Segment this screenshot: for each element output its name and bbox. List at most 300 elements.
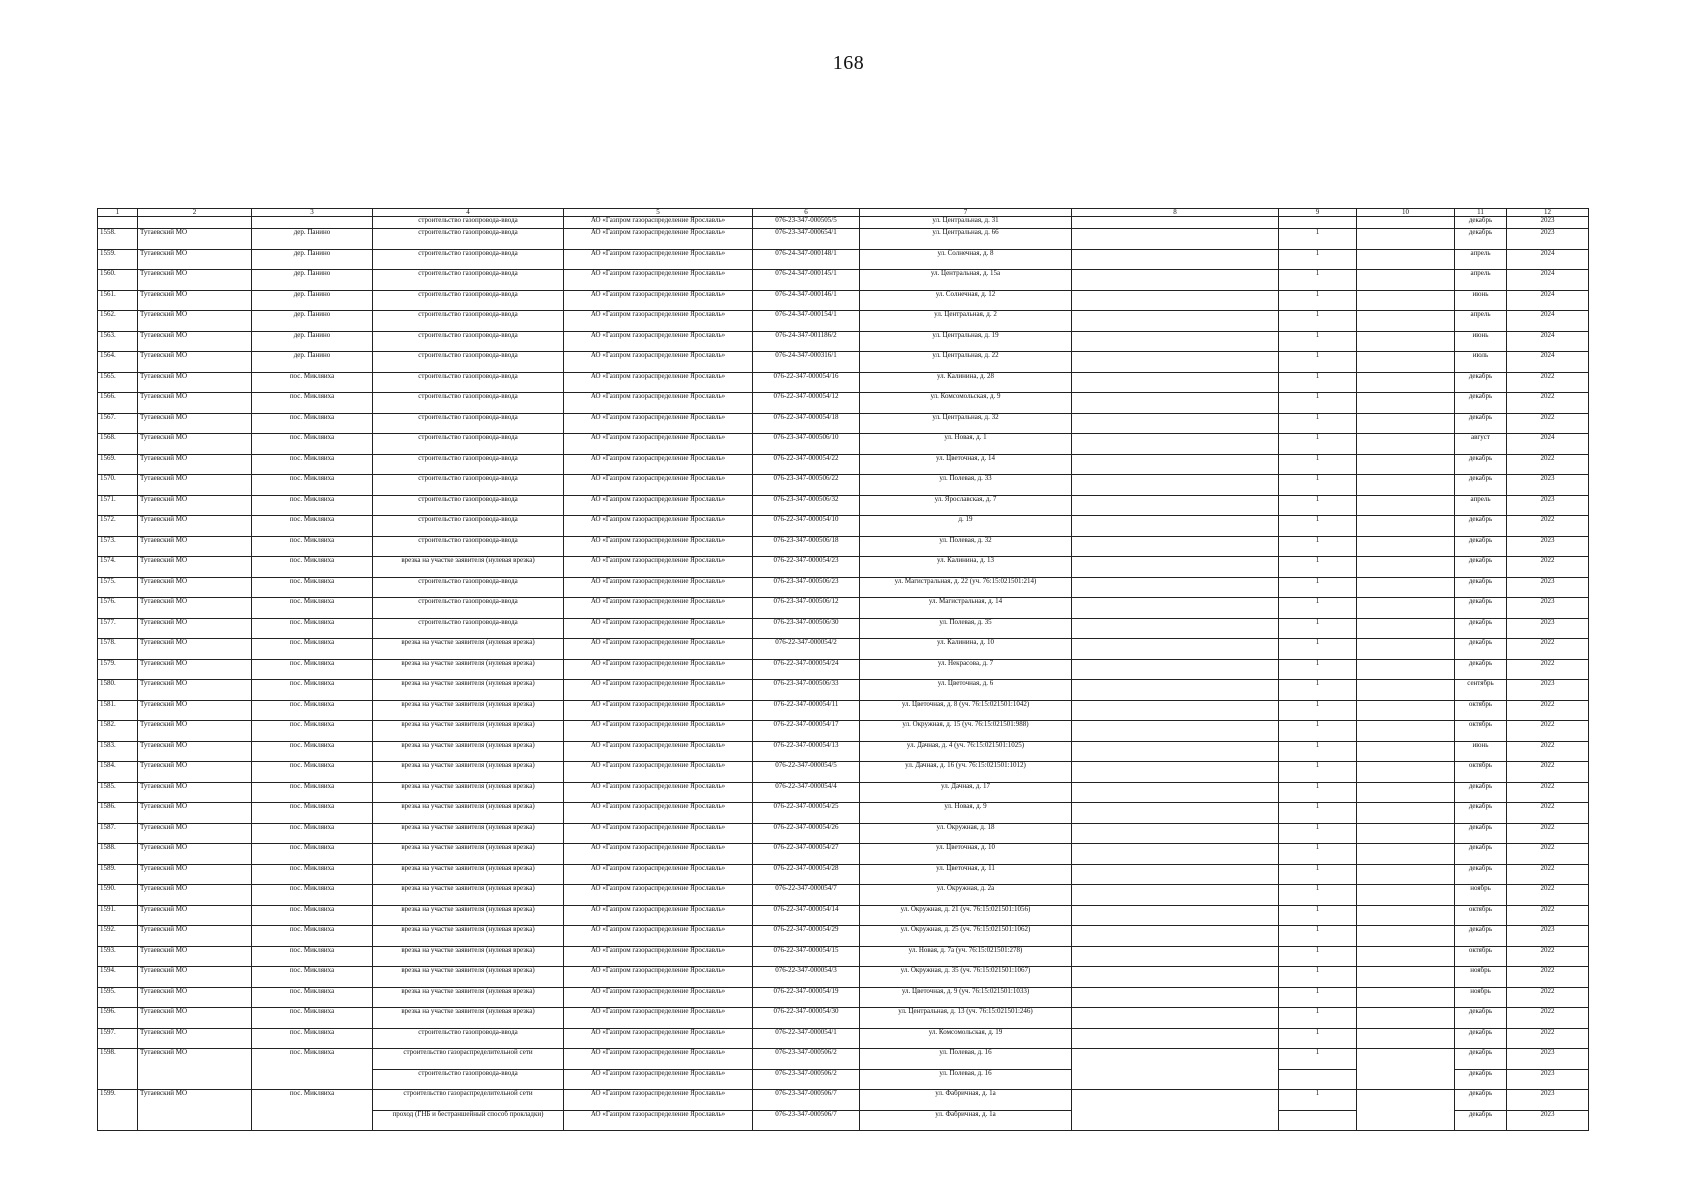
work-type-cell: строительство газопровода-ввода	[373, 1069, 564, 1090]
quantity-cell: 1	[1279, 721, 1357, 742]
empty-cell	[1072, 926, 1279, 947]
table-row	[98, 1090, 1589, 1111]
quantity-cell: 1	[1279, 475, 1357, 496]
locality-cell: пос. Микляиха	[252, 946, 373, 967]
empty-cell	[1072, 249, 1279, 270]
year-cell: 2024	[1507, 311, 1589, 332]
district-cell	[138, 217, 252, 229]
organization-cell: АО «Газпром газораспределение Ярославль»	[564, 721, 753, 742]
empty-cell	[1072, 557, 1279, 578]
work-type-cell: строительство газопровода-ввода	[373, 536, 564, 557]
address-cell: ул. Центральная, д. 19	[860, 331, 1072, 352]
district-cell: Тутаевский МО	[138, 229, 252, 250]
tech-conditions-number-cell: 076-22-347-000054/5	[753, 762, 860, 783]
organization-cell: АО «Газпром газораспределение Ярославль»	[564, 290, 753, 311]
empty-cell	[1357, 249, 1455, 270]
row-number: 1586.	[98, 803, 138, 824]
row-number: 1585.	[98, 782, 138, 803]
row-number: 1592.	[98, 926, 138, 947]
row-number: 1563.	[98, 331, 138, 352]
row-number: 1575.	[98, 577, 138, 598]
month-cell: декабрь	[1455, 372, 1507, 393]
table-row	[98, 1049, 1589, 1070]
locality-cell: пос. Микляиха	[252, 782, 373, 803]
tech-conditions-number-cell: 076-23-347-000506/7	[753, 1090, 860, 1111]
year-cell: 2024	[1507, 290, 1589, 311]
column-number: 9	[1279, 209, 1357, 217]
row-number	[98, 217, 138, 229]
tech-conditions-number-cell: 076-23-347-000506/12	[753, 598, 860, 619]
address-cell: ул. Некрасова, д. 7	[860, 659, 1072, 680]
empty-cell	[1072, 1028, 1279, 1049]
district-cell: Тутаевский МО	[138, 495, 252, 516]
address-cell: ул. Центральная, д. 22	[860, 352, 1072, 373]
tech-conditions-number-cell: 076-23-347-000506/18	[753, 536, 860, 557]
quantity-cell: 1	[1279, 229, 1357, 250]
address-cell: ул. Окружная, д. 2а	[860, 885, 1072, 906]
table-row	[98, 598, 1589, 619]
tech-conditions-number-cell: 076-24-347-000154/1	[753, 311, 860, 332]
address-cell: д. 19	[860, 516, 1072, 537]
column-number: 12	[1507, 209, 1589, 217]
empty-cell	[1357, 721, 1455, 742]
empty-cell	[1357, 393, 1455, 414]
district-cell: Тутаевский МО	[138, 700, 252, 721]
table-row	[98, 475, 1589, 496]
year-cell: 2024	[1507, 270, 1589, 291]
district-cell: Тутаевский МО	[138, 1028, 252, 1049]
organization-cell: АО «Газпром газораспределение Ярославль»	[564, 1090, 753, 1111]
table-row	[98, 721, 1589, 742]
organization-cell: АО «Газпром газораспределение Ярославль»	[564, 823, 753, 844]
quantity-cell: 1	[1279, 864, 1357, 885]
empty-cell	[1072, 823, 1279, 844]
district-cell: Тутаевский МО	[138, 270, 252, 291]
year-cell: 2022	[1507, 803, 1589, 824]
district-cell: Тутаевский МО	[138, 967, 252, 988]
column-number: 11	[1455, 209, 1507, 217]
quantity-cell: 1	[1279, 1090, 1357, 1111]
address-cell: ул. Ярославская, д. 7	[860, 495, 1072, 516]
year-cell: 2023	[1507, 577, 1589, 598]
row-number: 1587.	[98, 823, 138, 844]
work-type-cell: строительство газораспределительной сети	[373, 1049, 564, 1070]
month-cell: апрель	[1455, 311, 1507, 332]
empty-cell	[1357, 454, 1455, 475]
district-cell: Тутаевский МО	[138, 249, 252, 270]
address-cell: ул. Калинина, д. 13	[860, 557, 1072, 578]
month-cell: декабрь	[1455, 577, 1507, 598]
table-row	[98, 557, 1589, 578]
tech-conditions-number-cell: 076-23-347-000654/1	[753, 229, 860, 250]
year-cell: 2023	[1507, 1049, 1589, 1070]
tech-conditions-number-cell: 076-22-347-000054/28	[753, 864, 860, 885]
month-cell: июнь	[1455, 290, 1507, 311]
organization-cell: АО «Газпром газораспределение Ярославль»	[564, 434, 753, 455]
year-cell: 2022	[1507, 659, 1589, 680]
empty-cell	[1072, 393, 1279, 414]
work-type-cell: строительство газопровода-ввода	[373, 413, 564, 434]
work-type-cell: врезка на участке заявителя (нулевая врезка)	[373, 557, 564, 578]
tech-conditions-number-cell: 076-24-347-000145/1	[753, 270, 860, 291]
month-cell: декабрь	[1455, 823, 1507, 844]
quantity-cell: 1	[1279, 434, 1357, 455]
table-row	[98, 495, 1589, 516]
year-cell: 2022	[1507, 721, 1589, 742]
table-row	[98, 454, 1589, 475]
table-row	[98, 413, 1589, 434]
tech-conditions-number-cell: 076-22-347-000054/11	[753, 700, 860, 721]
table-row	[98, 331, 1589, 352]
empty-cell	[1072, 331, 1279, 352]
quantity-cell: 1	[1279, 885, 1357, 906]
empty-cell	[1357, 946, 1455, 967]
empty-cell	[1072, 495, 1279, 516]
tech-conditions-number-cell: 076-23-347-000506/23	[753, 577, 860, 598]
tech-conditions-number-cell: 076-22-347-000054/30	[753, 1008, 860, 1029]
year-cell: 2024	[1507, 331, 1589, 352]
address-cell: ул. Окружная, д. 25 (уч. 76:15:021501:1062)	[860, 926, 1072, 947]
empty-cell	[1357, 803, 1455, 824]
organization-cell: АО «Газпром газораспределение Ярославль»	[564, 987, 753, 1008]
table-row	[98, 249, 1589, 270]
table-row	[98, 926, 1589, 947]
row-number: 1591.	[98, 905, 138, 926]
district-cell: Тутаевский МО	[138, 454, 252, 475]
organization-cell: АО «Газпром газораспределение Ярославль»	[564, 926, 753, 947]
work-type-cell: врезка на участке заявителя (нулевая врезка)	[373, 803, 564, 824]
locality-cell: пос. Микляиха	[252, 516, 373, 537]
locality-cell: дер. Панино	[252, 249, 373, 270]
district-cell: Тутаевский МО	[138, 721, 252, 742]
year-cell: 2023	[1507, 1069, 1589, 1090]
quantity-cell: 1	[1279, 454, 1357, 475]
organization-cell: АО «Газпром газораспределение Ярославль»	[564, 803, 753, 824]
district-cell: Тутаевский МО	[138, 536, 252, 557]
locality-cell: дер. Панино	[252, 331, 373, 352]
month-cell: декабрь	[1455, 229, 1507, 250]
district-cell: Тутаевский МО	[138, 475, 252, 496]
district-cell: Тутаевский МО	[138, 864, 252, 885]
year-cell: 2023	[1507, 598, 1589, 619]
quantity-cell: 1	[1279, 700, 1357, 721]
district-cell: Тутаевский МО	[138, 741, 252, 762]
row-number: 1584.	[98, 762, 138, 783]
year-cell: 2024	[1507, 249, 1589, 270]
quantity-cell: 1	[1279, 659, 1357, 680]
work-type-cell: строительство газопровода-ввода	[373, 393, 564, 414]
table-row	[98, 1008, 1589, 1029]
tech-conditions-number-cell: 076-22-347-000054/26	[753, 823, 860, 844]
empty-cell	[1357, 967, 1455, 988]
address-cell: ул. Полевая, д. 16	[860, 1069, 1072, 1090]
work-type-cell: проход (ГНБ и бестраншейный способ прокладки)	[373, 1110, 564, 1131]
locality-cell: пос. Микляиха	[252, 618, 373, 639]
organization-cell: АО «Газпром газораспределение Ярославль»	[564, 1110, 753, 1131]
table-row	[98, 782, 1589, 803]
registry-table	[97, 208, 1589, 1131]
district-cell: Тутаевский МО	[138, 331, 252, 352]
address-cell: ул. Новая, д. 7а (уч. 76:15:021501:278)	[860, 946, 1072, 967]
locality-cell: пос. Микляиха	[252, 1008, 373, 1029]
work-type-cell: врезка на участке заявителя (нулевая врезка)	[373, 680, 564, 701]
quantity-cell: 1	[1279, 1028, 1357, 1049]
year-cell: 2022	[1507, 905, 1589, 926]
empty-cell	[1357, 536, 1455, 557]
district-cell: Тутаевский МО	[138, 926, 252, 947]
address-cell: ул. Полевая, д. 32	[860, 536, 1072, 557]
row-number: 1566.	[98, 393, 138, 414]
locality-cell: пос. Микляиха	[252, 598, 373, 619]
locality-cell: пос. Микляиха	[252, 864, 373, 885]
table-row	[98, 372, 1589, 393]
year-cell: 2023	[1507, 1110, 1589, 1131]
empty-cell	[1357, 352, 1455, 373]
district-cell: Тутаевский МО	[138, 639, 252, 660]
organization-cell: АО «Газпром газораспределение Ярославль»	[564, 659, 753, 680]
organization-cell: АО «Газпром газораспределение Ярославль»	[564, 844, 753, 865]
year-cell: 2023	[1507, 217, 1589, 229]
table-row	[98, 823, 1589, 844]
tech-conditions-number-cell: 076-22-347-000054/25	[753, 803, 860, 824]
empty-cell	[1072, 229, 1279, 250]
year-cell: 2022	[1507, 844, 1589, 865]
row-number: 1576.	[98, 598, 138, 619]
month-cell: декабрь	[1455, 864, 1507, 885]
row-number: 1578.	[98, 639, 138, 660]
empty-cell	[1357, 700, 1455, 721]
empty-cell	[1357, 372, 1455, 393]
work-type-cell: строительство газопровода-ввода	[373, 352, 564, 373]
address-cell: ул. Центральная, д. 32	[860, 413, 1072, 434]
tech-conditions-number-cell: 076-23-347-000506/7	[753, 1110, 860, 1131]
quantity-cell: 1	[1279, 844, 1357, 865]
locality-cell: пос. Микляиха	[252, 967, 373, 988]
empty-cell	[1072, 516, 1279, 537]
address-cell: ул. Центральная, д. 66	[860, 229, 1072, 250]
quantity-cell: 1	[1279, 618, 1357, 639]
month-cell: октябрь	[1455, 721, 1507, 742]
address-cell: ул. Центральная, д. 13 (уч. 76:15:021501:246)	[860, 1008, 1072, 1029]
tech-conditions-number-cell: 076-23-347-000506/33	[753, 680, 860, 701]
work-type-cell: строительство газопровода-ввода	[373, 577, 564, 598]
empty-cell	[1072, 987, 1279, 1008]
organization-cell: АО «Газпром газораспределение Ярославль»	[564, 331, 753, 352]
row-number: 1562.	[98, 311, 138, 332]
column-number: 8	[1072, 209, 1279, 217]
organization-cell: АО «Газпром газораспределение Ярославль»	[564, 1069, 753, 1090]
empty-cell	[1072, 413, 1279, 434]
locality-cell: пос. Микляиха	[252, 577, 373, 598]
organization-cell: АО «Газпром газораспределение Ярославль»	[564, 700, 753, 721]
table-row	[98, 762, 1589, 783]
quantity-cell: 1	[1279, 311, 1357, 332]
table-row	[98, 352, 1589, 373]
locality-cell: дер. Панино	[252, 311, 373, 332]
empty-cell	[1357, 885, 1455, 906]
quantity-cell: 1	[1279, 946, 1357, 967]
district-cell: Тутаевский МО	[138, 290, 252, 311]
table-row	[98, 229, 1589, 250]
quantity-cell: 1	[1279, 639, 1357, 660]
address-cell: ул. Цветочная, д. 6	[860, 680, 1072, 701]
column-number: 3	[252, 209, 373, 217]
month-cell: декабрь	[1455, 217, 1507, 229]
row-number: 1569.	[98, 454, 138, 475]
work-type-cell: строительство газопровода-ввода	[373, 229, 564, 250]
empty-cell	[1357, 516, 1455, 537]
address-cell: ул. Фабричная, д. 1а	[860, 1110, 1072, 1131]
locality-cell: пос. Микляиха	[252, 680, 373, 701]
empty-cell	[1072, 475, 1279, 496]
empty-cell	[1357, 864, 1455, 885]
district-cell: Тутаевский МО	[138, 598, 252, 619]
quantity-cell: 1	[1279, 823, 1357, 844]
district-cell: Тутаевский МО	[138, 413, 252, 434]
organization-cell: АО «Газпром газораспределение Ярославль»	[564, 311, 753, 332]
row-number: 1597.	[98, 1028, 138, 1049]
year-cell: 2024	[1507, 352, 1589, 373]
month-cell: декабрь	[1455, 1090, 1507, 1111]
organization-cell: АО «Газпром газораспределение Ярославль»	[564, 864, 753, 885]
address-cell: ул. Магистральная, д. 22 (уч. 76:15:021501:214)	[860, 577, 1072, 598]
work-type-cell: врезка на участке заявителя (нулевая врезка)	[373, 741, 564, 762]
locality-cell: дер. Панино	[252, 290, 373, 311]
empty-cell	[1072, 434, 1279, 455]
organization-cell: АО «Газпром газораспределение Ярославль»	[564, 249, 753, 270]
address-cell: ул. Полевая, д. 16	[860, 1049, 1072, 1070]
month-cell: декабрь	[1455, 413, 1507, 434]
empty-cell	[1072, 1008, 1279, 1029]
district-cell: Тутаевский МО	[138, 1049, 252, 1090]
year-cell: 2022	[1507, 987, 1589, 1008]
tech-conditions-number-cell: 076-23-347-000506/10	[753, 434, 860, 455]
work-type-cell: врезка на участке заявителя (нулевая врезка)	[373, 885, 564, 906]
locality-cell: пос. Микляиха	[252, 413, 373, 434]
work-type-cell: врезка на участке заявителя (нулевая врезка)	[373, 946, 564, 967]
empty-cell	[1357, 229, 1455, 250]
address-cell: ул. Окружная, д. 18	[860, 823, 1072, 844]
table-row	[98, 946, 1589, 967]
empty-cell	[1072, 844, 1279, 865]
empty-cell	[1072, 864, 1279, 885]
work-type-cell: врезка на участке заявителя (нулевая врезка)	[373, 659, 564, 680]
month-cell: апрель	[1455, 495, 1507, 516]
month-cell: декабрь	[1455, 516, 1507, 537]
column-number: 4	[373, 209, 564, 217]
work-type-cell: врезка на участке заявителя (нулевая врезка)	[373, 905, 564, 926]
organization-cell: АО «Газпром газораспределение Ярославль»	[564, 762, 753, 783]
month-cell: ноябрь	[1455, 967, 1507, 988]
empty-cell	[1357, 762, 1455, 783]
quantity-cell: 1	[1279, 352, 1357, 373]
address-cell: ул. Комсомольская, д. 19	[860, 1028, 1072, 1049]
address-cell: ул. Дачная, д. 16 (уч. 76:15:021501:1012)	[860, 762, 1072, 783]
organization-cell: АО «Газпром газораспределение Ярославль»	[564, 454, 753, 475]
organization-cell: АО «Газпром газораспределение Ярославль»	[564, 967, 753, 988]
month-cell: декабрь	[1455, 659, 1507, 680]
empty-cell	[1357, 823, 1455, 844]
address-cell: ул. Калинина, д. 10	[860, 639, 1072, 660]
organization-cell: АО «Газпром газораспределение Ярославль»	[564, 516, 753, 537]
year-cell: 2022	[1507, 782, 1589, 803]
row-number: 1582.	[98, 721, 138, 742]
address-cell: ул. Полевая, д. 33	[860, 475, 1072, 496]
empty-cell	[1072, 536, 1279, 557]
empty-cell	[1072, 885, 1279, 906]
organization-cell: АО «Газпром газораспределение Ярославль»	[564, 270, 753, 291]
table-row	[98, 270, 1589, 291]
organization-cell: АО «Газпром газораспределение Ярославль»	[564, 639, 753, 660]
table-row	[98, 434, 1589, 455]
work-type-cell: строительство газопровода-ввода	[373, 331, 564, 352]
row-number: 1598.	[98, 1049, 138, 1090]
year-cell: 2022	[1507, 372, 1589, 393]
column-number-row	[98, 209, 1589, 217]
locality-cell: пос. Микляиха	[252, 434, 373, 455]
column-number: 6	[753, 209, 860, 217]
address-cell: ул. Солнечная, д. 8	[860, 249, 1072, 270]
locality-cell: пос. Микляиха	[252, 1028, 373, 1049]
tech-conditions-number-cell: 076-22-347-000054/22	[753, 454, 860, 475]
empty-cell	[1072, 762, 1279, 783]
quantity-cell: 1	[1279, 741, 1357, 762]
row-number: 1567.	[98, 413, 138, 434]
empty-cell	[1357, 1049, 1455, 1090]
address-cell: ул. Калинина, д. 28	[860, 372, 1072, 393]
year-cell: 2023	[1507, 618, 1589, 639]
row-number: 1590.	[98, 885, 138, 906]
month-cell: декабрь	[1455, 782, 1507, 803]
month-cell: ноябрь	[1455, 987, 1507, 1008]
table-row	[98, 618, 1589, 639]
row-number: 1570.	[98, 475, 138, 496]
tech-conditions-number-cell: 076-22-347-000054/10	[753, 516, 860, 537]
organization-cell: АО «Газпром газораспределение Ярославль»	[564, 495, 753, 516]
organization-cell: АО «Газпром газораспределение Ярославль»	[564, 372, 753, 393]
address-cell: ул. Дачная, д. 17	[860, 782, 1072, 803]
quantity-cell: 1	[1279, 290, 1357, 311]
empty-cell	[1357, 659, 1455, 680]
year-cell: 2022	[1507, 1028, 1589, 1049]
row-number: 1559.	[98, 249, 138, 270]
year-cell: 2022	[1507, 885, 1589, 906]
row-number: 1560.	[98, 270, 138, 291]
work-type-cell: строительство газопровода-ввода	[373, 270, 564, 291]
district-cell: Тутаевский МО	[138, 1008, 252, 1029]
row-number: 1572.	[98, 516, 138, 537]
locality-cell	[252, 217, 373, 229]
tech-conditions-number-cell: 076-22-347-000054/13	[753, 741, 860, 762]
empty-cell	[1072, 803, 1279, 824]
year-cell: 2023	[1507, 475, 1589, 496]
district-cell: Тутаевский МО	[138, 762, 252, 783]
empty-cell	[1072, 967, 1279, 988]
tech-conditions-number-cell: 076-23-347-000506/32	[753, 495, 860, 516]
month-cell: апрель	[1455, 270, 1507, 291]
row-number: 1571.	[98, 495, 138, 516]
year-cell: 2023	[1507, 536, 1589, 557]
empty-cell	[1072, 577, 1279, 598]
empty-cell	[1357, 577, 1455, 598]
row-number: 1573.	[98, 536, 138, 557]
work-type-cell: строительство газопровода-ввода	[373, 618, 564, 639]
district-cell: Тутаевский МО	[138, 372, 252, 393]
district-cell: Тутаевский МО	[138, 659, 252, 680]
quantity-cell: 1	[1279, 270, 1357, 291]
row-number: 1588.	[98, 844, 138, 865]
organization-cell: АО «Газпром газораспределение Ярославль»	[564, 413, 753, 434]
